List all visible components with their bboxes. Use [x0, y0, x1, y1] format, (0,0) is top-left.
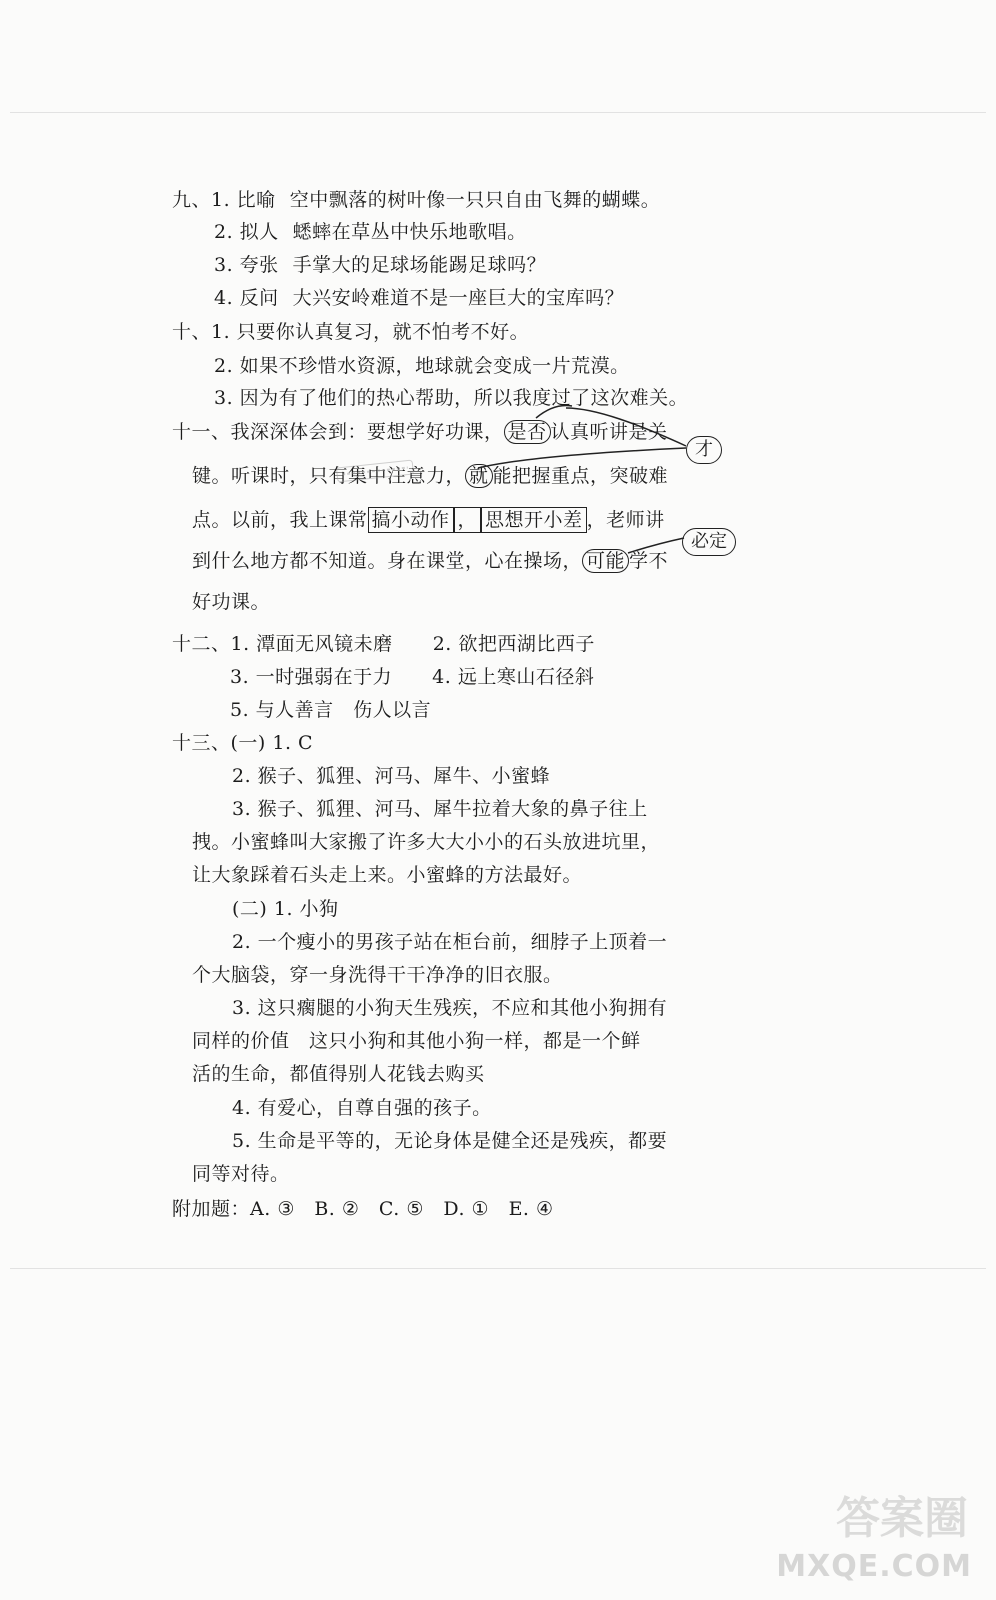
s13-line-10: 同样的价值 这只小狗和其他小狗一样，都是一个鲜 [192, 1030, 641, 1052]
watermark-url: MXQE.COM [776, 1549, 972, 1584]
s13-line-3: 3. 猴子、狐狸、河马、犀牛拉着大象的鼻子往上 [232, 798, 648, 820]
s13-line-5: 让大象踩着石头走上来。小蜜蜂的方法最好。 [192, 864, 583, 886]
s10-line-2: 2. 如果不珍惜水资源，地球就会变成一片荒漠。 [214, 355, 630, 377]
s13-line-11: 活的生命，都值得别人花钱去购买 [192, 1063, 485, 1085]
correction-note-cai: 才 [686, 436, 722, 464]
s13-line-6: (二) 1. 小狗 [232, 898, 339, 920]
boxed-phrase-1: 搞小动作 [368, 507, 454, 533]
s9-line-1: 九、1. 比喻 空中飘落的树叶像一只只自由飞舞的蝴蝶。 [172, 189, 661, 211]
circled-keneng: 可能 [582, 549, 629, 573]
watermark-top: 答案圈 [836, 1493, 968, 1544]
boxed-comma: ， [454, 507, 482, 533]
s12-line-1: 十二、1. 潭面无风镜未磨 2. 欲把西湖比西子 [172, 633, 595, 655]
s13-line-12: 4. 有爱心，自尊自强的孩子。 [232, 1097, 492, 1119]
extra-answers: 附加题：A. ③ B. ② C. ⑤ D. ① E. ④ [172, 1198, 554, 1220]
correction-line-3 [628, 538, 684, 553]
s11-line-3: 点。以前，我上课常 搞小动作 ， 思想开小差 ，老师讲 [192, 509, 665, 531]
s11-line-5: 好功课。 [192, 591, 271, 613]
bottom-rule [10, 1268, 986, 1269]
circled-jiu: 就 [465, 464, 493, 488]
s13-line-8: 个大脑袋，穿一身洗得干干净净的旧衣服。 [192, 964, 563, 986]
watermark-logo [746, 1494, 986, 1594]
circled-shifou: 是否 [504, 420, 551, 444]
correction-line-1 [566, 408, 686, 446]
s13-line-9: 3. 这只瘸腿的小狗天生残疾，不应和其他小狗拥有 [232, 997, 668, 1019]
boxed-phrase-2: 思想开小差 [481, 507, 587, 533]
s13-line-1: 十三、(一) 1. C [172, 732, 314, 754]
s10-line-1: 十、1. 只要你认真复习，就不怕考不好。 [172, 321, 530, 343]
s9-line-4: 4. 反问 大兴安岭难道不是一座巨大的宝库吗？ [214, 287, 625, 309]
correction-note-biding: 必定 [682, 528, 736, 556]
s13-line-2: 2. 猴子、狐狸、河马、犀牛、小蜜蜂 [232, 765, 551, 787]
s12-line-2: 3. 一时强弱在于力 4. 远上寒山石径斜 [230, 666, 595, 688]
s12-line-3: 5. 与人善言 伤人以言 [230, 699, 432, 721]
s13-line-4: 拽。小蜜蜂叫大家搬了许多大大小小的石头放进坑里， [192, 831, 661, 853]
s11-line-4: 到什么地方都不知道。身在课堂，心在操场， 可能 学不 [192, 550, 669, 572]
s13-line-7: 2. 一个瘦小的男孩子站在柜台前，细脖子上顶着一 [232, 931, 668, 953]
s11-line-1: 十一、我深深体会到：要想学好功课， 是否 认真听讲是关 [172, 421, 668, 443]
correction-line-2 [478, 448, 686, 468]
s13-line-14: 同等对待。 [192, 1163, 290, 1185]
s13-line-13: 5. 生命是平等的，无论身体是健全还是残疾，都要 [232, 1130, 668, 1152]
s11-line-2: 键。听课时，只有集中注意力， 就 能把握重点，突破难 [192, 465, 669, 487]
s9-line-2: 2. 拟人 蟋蟀在草丛中快乐地歌唱。 [214, 221, 527, 243]
s9-line-3: 3. 夸张 手掌大的足球场能踢足球吗？ [214, 254, 547, 276]
s10-line-3: 3. 因为有了他们的热心帮助，所以我度过了这次难关。 [214, 387, 689, 409]
